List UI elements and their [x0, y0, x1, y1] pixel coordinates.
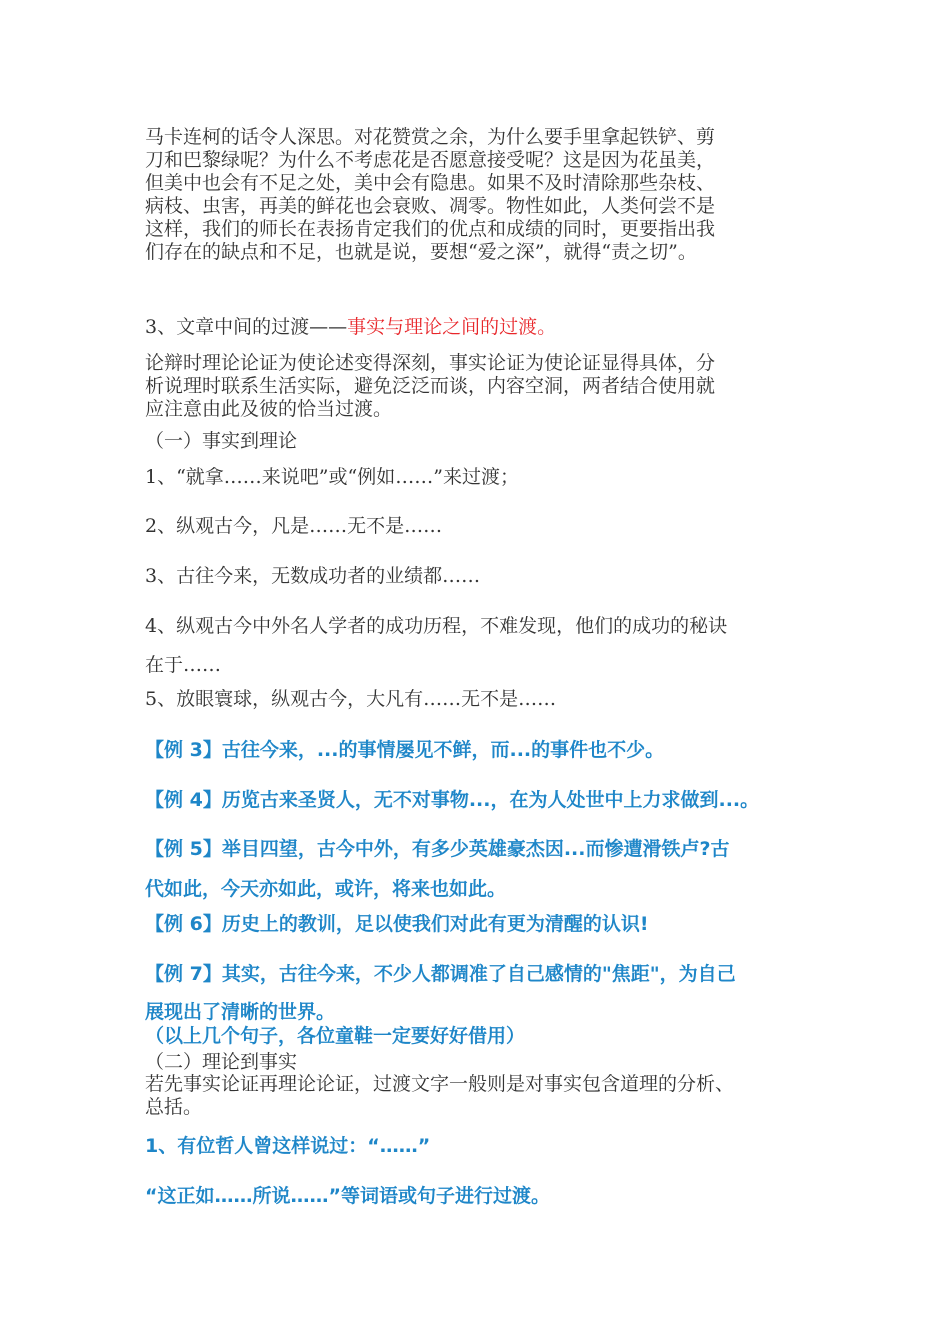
text-line: 论辩时理论论证为使论述变得深刻，事实论证为使论证显得具体，分	[145, 352, 716, 374]
list-item: 5、放眼寰球，纵观古今，大凡有……无不是……	[145, 688, 557, 710]
list-item: 4、纵观古今中外名人学者的成功历程，不难发现，他们的成功的秘诀	[145, 615, 728, 637]
final-item-2: “这正如……所说……”等词语或句子进行过渡。	[145, 1185, 550, 1207]
text-line: 总括。	[145, 1096, 203, 1118]
section-title-fact-to-theory: （一）事实到理论	[145, 430, 298, 452]
paragraph-maka-lianke	[145, 126, 715, 264]
text-line: 病枝、虫害，再美的鲜花也会衰败、凋零。物性如此，人类何尝不是	[145, 195, 716, 217]
final-item-1: 1、有位哲人曾这样说过：“……”	[145, 1135, 431, 1157]
example-3: 【例 3】古往今来，...的事情屡见不鲜，而...的事件也不少。	[145, 739, 665, 761]
text-line: 析说理时联系生活实际，避免泛泛而谈，内容空洞，两者结合使用就	[145, 375, 716, 397]
text-line: 们存在的缺点和不足，也就是说，要想“爱之深”，就得“责之切”。	[145, 241, 697, 263]
heading-transition	[145, 312, 556, 339]
example-7: 【例 7】其实，古往今来，不少人都调准了自己感情的"焦距"，为自己	[145, 963, 736, 985]
heading-prefix: 3、文章中间的过渡——	[145, 316, 348, 338]
section-title-theory-to-fact: （二）理论到事实	[145, 1051, 298, 1073]
example-7-cont: 展现出了清晰的世界。	[145, 1001, 336, 1023]
text-line: 这样，我们的师长在表扬肯定我们的优点和成绩的同时，更要指出我	[145, 218, 716, 240]
example-6: 【例 6】历史上的教训，足以使我们对此有更为清醒的认识!	[145, 913, 649, 935]
text-line: 马卡连柯的话令人深思。对花赞赏之余，为什么要手里拿起铁铲、剪	[145, 126, 716, 148]
heading-highlight: 事实与理论之间的过渡。	[347, 316, 557, 338]
list-item: 在于……	[145, 654, 222, 676]
example-4: 【例 4】历览古来圣贤人，无不对事物...，在为人处世中上力求做到...。	[145, 789, 760, 811]
text-line: 但美中也会有不足之处，美中会有隐患。如果不及时清除那些杂枝、	[145, 172, 716, 194]
text-line: 应注意由此及彼的恰当过渡。	[145, 398, 393, 420]
paragraph-theory-to-fact	[145, 1073, 734, 1119]
text-line: 刀和巴黎绿呢？为什么不考虑花是否愿意接受呢？这是因为花虽美，	[145, 149, 716, 171]
list-item: 1、“就拿……来说吧”或“例如……”来过渡；	[145, 466, 519, 488]
note-borrow: （以上几个句子，各位童鞋一定要好好借用）	[145, 1025, 526, 1047]
text-line: 若先事实论证再理论论证，过渡文字一般则是对事实包含道理的分析、	[145, 1073, 735, 1095]
list-item: 3、古往今来，无数成功者的业绩都……	[145, 565, 481, 587]
list-item: 2、纵观古今，凡是……无不是……	[145, 515, 443, 537]
example-5-cont: 代如此，今天亦如此，或许，将来也如此。	[145, 878, 507, 900]
paragraph-argument	[145, 352, 715, 421]
example-5: 【例 5】举目四望，古今中外，有多少英雄豪杰因...而惨遭滑铁卢?古	[145, 838, 730, 860]
